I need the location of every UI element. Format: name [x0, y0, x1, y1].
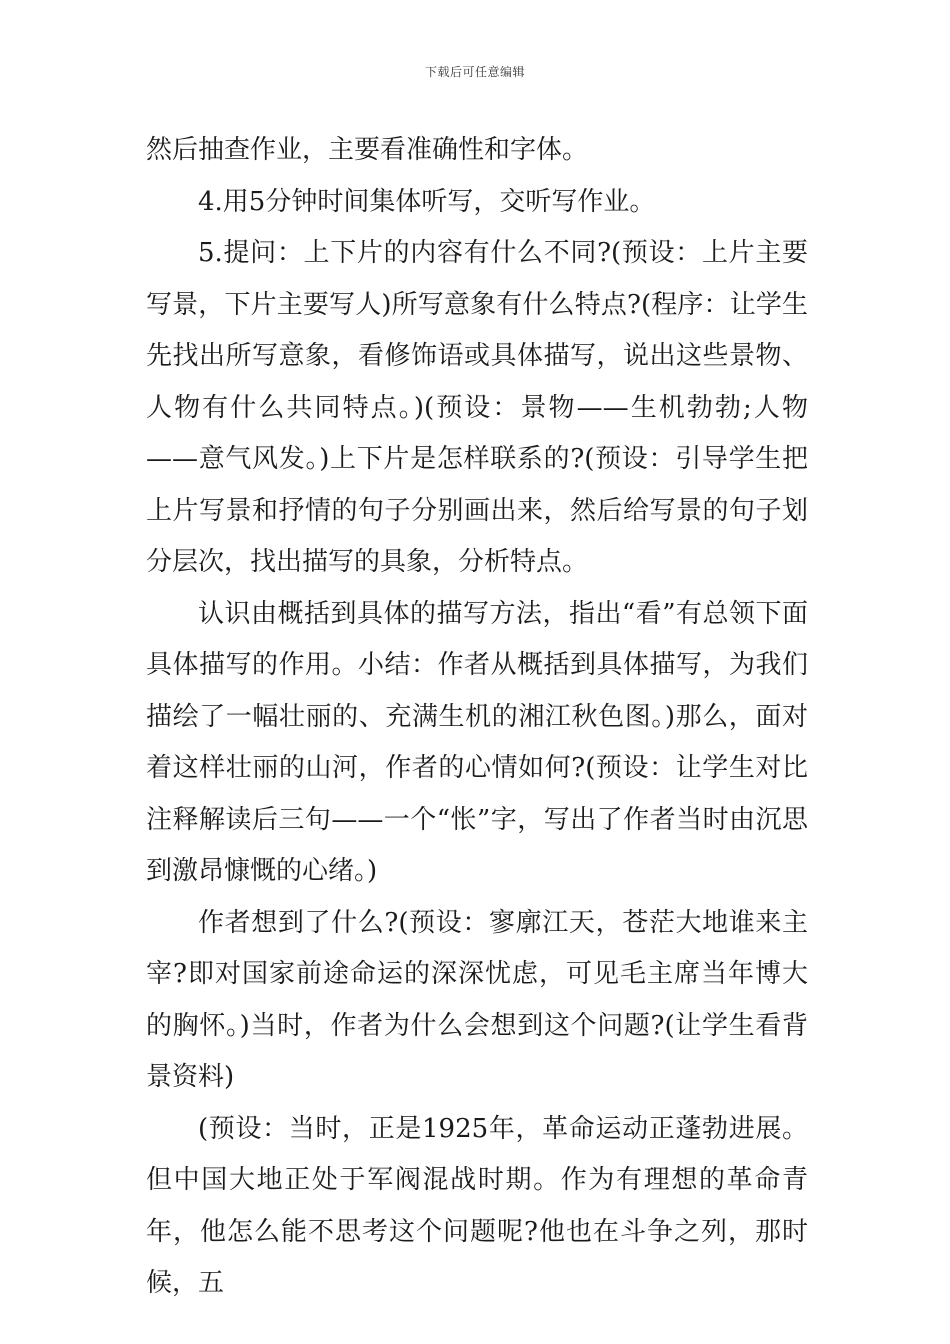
paragraph-6: (预设：当时，正是1925年，革命运动正蓬勃进展。但中国大地正处于军阀混战时期。作为有理想的革命青年，他怎么能不思考这个问题呢?他也在斗争之列，那时候，五 — [146, 1113, 808, 1298]
paragraph-5: 作者想到了什么?(预设：寥廓江天，苍茫大地谁来主宰?即对国家前途命运的深深忧虑，可见毛主席当年博大的胸怀。)当时，作者为什么会想到这个问题?(让学生看背景资料) — [146, 907, 808, 1092]
paragraph-3: 5.提问：上下片的内容有什么不同?(预设：上片主要写景，下片主要写人)所写意象有什么特点?(程序：让学生先找出所写意象，看修饰语或具体描写，说出这些景物、人物有什么共同特点。)(预设：景物——生机勃勃;人物——意气风发。)上下片是怎样联系的?(预设：引导学生把上片写景和抒情的句子分别画出来，然后给写景的句子划分层次，找出描写的具象，分析特点。 — [146, 238, 808, 577]
paragraph-1: 然后抽查作业，主要看准确性和字体。 — [146, 135, 589, 165]
page-header: 下载后可任意编辑 — [424, 65, 525, 79]
paragraph-2: 4.用5分钟时间集体听写，交听写作业。 — [198, 186, 656, 217]
paragraph-4: 认识由概括到具体的描写方法，指出“看”有总领下面具体描写的作用。小结：作者从概括到具体描写，为我们描绘了一幅壮丽的、充满生机的湘江秋色图。)那么，面对着这样壮丽的山河，作者的心情如何?(预设：让学生对比注释解读后三句——一个“怅”字，写出了作者当时由沉思到激昂慷慨的心绪。) — [146, 598, 808, 886]
body-text — [146, 125, 808, 1310]
